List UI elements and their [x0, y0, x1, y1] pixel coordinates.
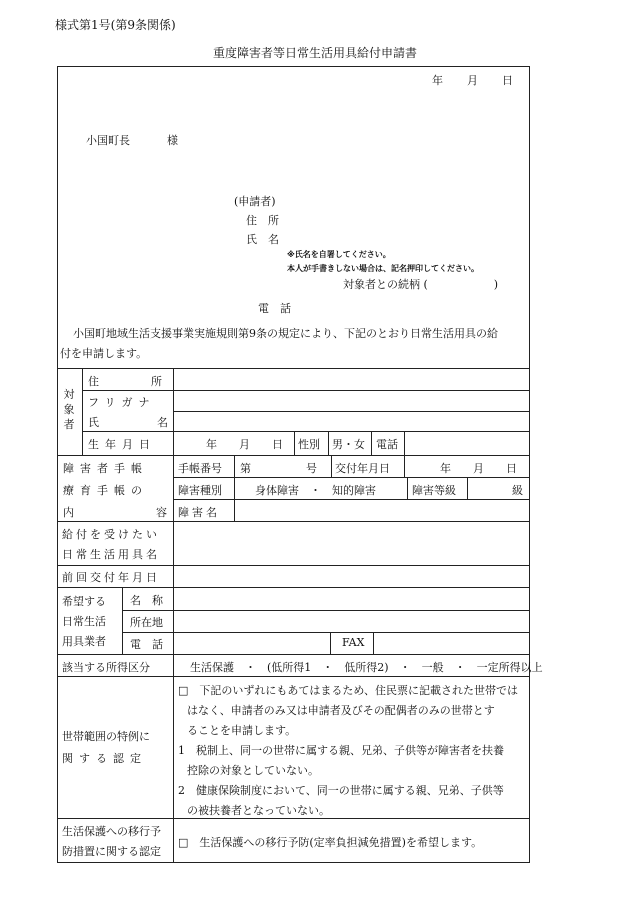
subject-address-label: 住 所: [88, 375, 168, 388]
addressee-name: 小国町長: [86, 134, 130, 147]
applicant-phone-label: 電 話: [258, 302, 291, 315]
household-text-1: □ 下記のいずれにもあてはまるため、住民票に記載された世帯では: [178, 684, 518, 697]
subject-group-label: 対象者: [63, 388, 75, 431]
welfare-text: □ 生活保護への移行予防(定率負担減免措置)を希望します。: [178, 836, 483, 849]
divider: [173, 477, 530, 478]
divider: [57, 565, 530, 566]
device-label-2: 日常生活用具名: [62, 548, 160, 561]
vendor-fax-label: FAX: [342, 636, 365, 649]
subject-furigana-label: フリガナ: [88, 396, 156, 409]
income-options: 生活保護 ・ (低所得1 ・ 低所得2) ・ 一般 ・ 一定所得以上: [190, 661, 543, 674]
signature-note-2: 本人が手書きしない場合は、記名押印してください。: [287, 264, 479, 273]
divider: [407, 477, 408, 499]
household-text-7: の被扶養者となっていない。: [187, 804, 330, 817]
sex-label: 性別: [298, 438, 320, 451]
household-label-2: 関する認定: [62, 752, 147, 765]
divider: [173, 411, 530, 412]
vendor-label-2: 日常生活: [62, 615, 106, 628]
relation-label: 対象者との続柄 ( ): [343, 278, 499, 291]
date-year-label: 年: [432, 74, 443, 87]
applicant-label: (申請者): [234, 195, 276, 208]
divider: [234, 455, 235, 521]
divider: [330, 632, 331, 654]
date-day-label: 日: [502, 74, 513, 87]
intro-line-1: 小国町地域生活支援事業実施規則第9条の規定により、下記のとおり日常生活用具の給: [73, 327, 498, 340]
divider: [57, 521, 530, 522]
form-title: 重度障害者等日常生活用具給付申請書: [212, 46, 417, 60]
divider: [57, 676, 530, 677]
addressee-honorific: 様: [167, 134, 178, 147]
handbook-number-label: 手帳番号: [178, 462, 222, 475]
divider: [122, 610, 530, 611]
divider: [82, 390, 530, 391]
disability-type-label: 障害種別: [178, 484, 222, 497]
vendor-label-1: 希望する: [62, 595, 106, 608]
household-text-4: 1 税制上、同一の世帯に属する親、兄弟、子供等が障害者を扶養: [178, 744, 504, 757]
welfare-label-1: 生活保護への移行予: [62, 825, 161, 838]
date-month-label: 月: [467, 74, 478, 87]
divider: [82, 431, 530, 432]
divider: [173, 499, 530, 500]
intro-line-2: 付を申請します。: [60, 347, 148, 360]
vendor-name-label: 名 称: [130, 594, 163, 607]
subject-birth-label: 生年月日: [88, 438, 156, 451]
subject-phone-label: 電話: [376, 438, 398, 451]
sex-value: 男・女: [332, 438, 365, 451]
disability-name-label: 障害名: [178, 506, 220, 519]
disability-grade-label: 障害等級: [412, 484, 456, 497]
previous-issue-label: 前回交付年月日: [62, 571, 160, 584]
household-text-5: 控除の対象としていない。: [187, 764, 319, 777]
divider: [173, 818, 174, 863]
disability-type-value: 身体障害 ・ 知的障害: [255, 484, 376, 497]
income-category-label: 該当する所得区分: [62, 661, 150, 674]
divider: [57, 654, 530, 655]
birth-date-value: 年 月 日: [206, 438, 283, 451]
applicant-address-label: 住 所: [246, 214, 279, 227]
divider: [122, 587, 123, 654]
vendor-location-label: 所在地: [130, 616, 163, 629]
disability-grade-unit: 級: [512, 484, 523, 497]
divider: [373, 632, 374, 654]
divider: [57, 818, 530, 819]
vendor-phone-label: 電 話: [130, 638, 163, 651]
divider: [294, 431, 295, 455]
issue-date-label: 交付年月日: [335, 462, 390, 475]
handbook-number-value: 第 号: [240, 462, 317, 475]
divider: [173, 368, 174, 818]
divider: [57, 368, 530, 369]
household-text-6: 2 健康保険制度において、同一の世帯に属する親、兄弟、子供等: [178, 784, 504, 797]
divider: [328, 431, 329, 455]
divider: [122, 632, 530, 633]
signature-note-1: ※氏名を自署してください。: [287, 250, 391, 259]
divider: [57, 587, 530, 588]
form-number: 様式第1号(第9条関係): [55, 18, 176, 32]
device-label-1: 給付を受けたい: [62, 528, 160, 541]
divider: [467, 477, 468, 499]
household-text-2: はなく、申請者のみ又は申請者及びその配偶者のみの世帯とす: [187, 704, 495, 717]
handbook-label-3: 内 容: [63, 506, 167, 519]
divider: [57, 455, 530, 456]
divider: [404, 431, 405, 455]
vendor-label-3: 用具業者: [62, 635, 106, 648]
divider: [331, 455, 332, 477]
divider: [82, 368, 83, 455]
applicant-name-label: 氏 名: [246, 233, 279, 246]
issue-date-value: 年 月 日: [440, 462, 517, 475]
household-text-3: ることを申請します。: [187, 724, 297, 737]
divider: [404, 455, 405, 477]
handbook-label-2: 療育手帳の: [63, 484, 148, 497]
household-label-1: 世帯範囲の特例に: [62, 730, 150, 743]
subject-name-label: 氏 名: [88, 416, 168, 429]
divider: [371, 431, 372, 455]
handbook-label-1: 障害者手帳: [63, 462, 148, 475]
welfare-label-2: 防措置に関する認定: [62, 845, 161, 858]
